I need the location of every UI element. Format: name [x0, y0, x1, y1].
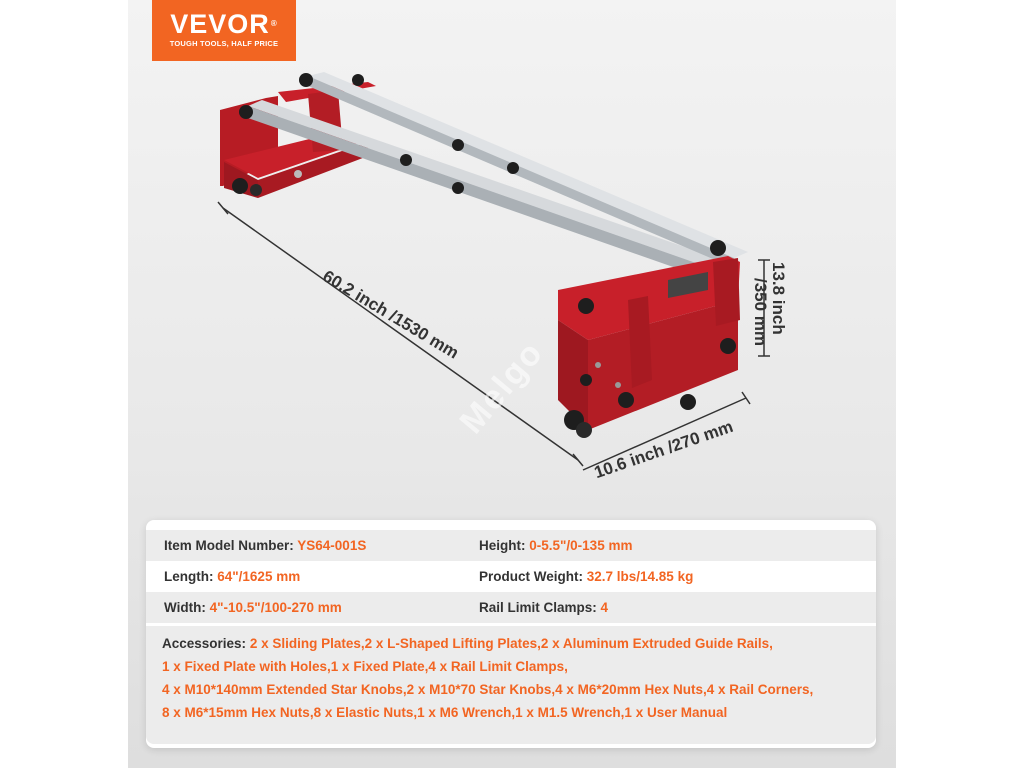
right-base-assembly	[558, 256, 740, 438]
spec-rail-clamps: Rail Limit Clamps: 4	[479, 600, 609, 615]
spec-row-2	[146, 561, 876, 592]
brand-tagline: TOUGH TOOLS, HALF PRICE	[169, 39, 279, 48]
height-dimension-inch: 13.8 inch	[769, 262, 788, 335]
spec-row-1	[146, 530, 876, 561]
height-dimension-mm: /350 mm	[751, 278, 770, 347]
width-dimension-label: 10.6 inch /270 mm	[591, 416, 736, 483]
product-image	[128, 0, 896, 768]
spec-weight: Product Weight: 32.7 lbs/14.85 kg	[479, 569, 694, 584]
product-illustration	[128, 0, 896, 520]
length-dimension-label: 60.2 inch /1530 mm	[319, 266, 463, 363]
spec-height: Height: 0-5.5"/0-135 mm	[479, 538, 633, 553]
brand-name: VEVOR®	[170, 9, 278, 39]
accessories-line-3: 4 x M10*140mm Extended Star Knobs,2 x M10*70 Star Knobs,4 x M6*20mm Hex Nuts,4 x Rail Corners,	[162, 682, 814, 697]
accessories-line-4: 8 x M6*15mm Hex Nuts,8 x Elastic Nuts,1 x M6 Wrench,1 x M1.5 Wrench,1 x User Manual	[162, 705, 728, 720]
spec-accessories	[146, 626, 876, 744]
watermark: Melgo	[452, 333, 552, 441]
accessories-line-2: 1 x Fixed Plate with Holes,1 x Fixed Plate,4 x Rail Limit Clamps,	[162, 659, 568, 674]
spec-width: Width: 4"-10.5"/100-270 mm	[164, 600, 342, 615]
spec-row-3	[146, 592, 876, 623]
spec-model: Item Model Number: YS64-001S	[164, 538, 367, 553]
specifications-table	[146, 520, 876, 748]
accessories-line-1: Accessories: 2 x Sliding Plates,2 x L-Shaped Lifting Plates,2 x Aluminum Extruded Guide Rails,	[162, 636, 773, 651]
spec-length: Length: 64"/1625 mm	[164, 569, 301, 584]
